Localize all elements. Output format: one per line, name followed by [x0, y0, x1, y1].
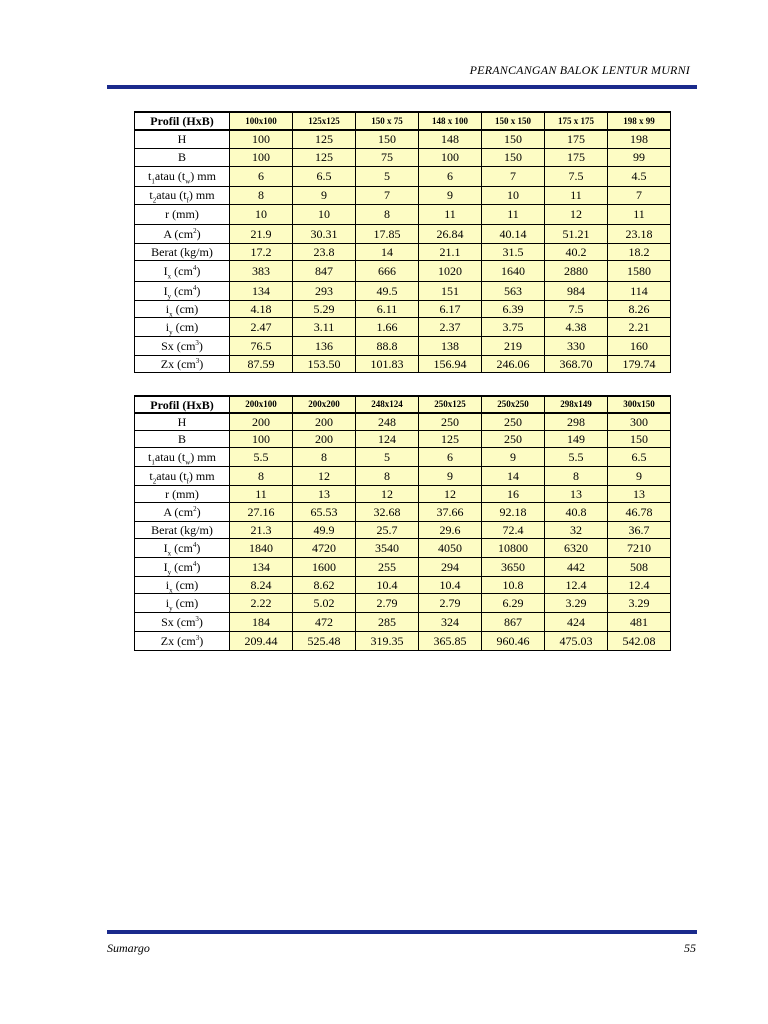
table-cell: 10.4	[356, 576, 419, 593]
row-label: Zx $(cm^3)$	[135, 631, 230, 650]
table-cell: 666	[356, 260, 419, 281]
table-cell: 563	[482, 281, 545, 300]
column-header-size: 175 x 175	[545, 112, 608, 130]
table-cell: 100	[419, 148, 482, 166]
table-cell: 368.70	[545, 355, 608, 372]
table-row	[135, 148, 671, 166]
table-cell: 472	[293, 612, 356, 631]
column-header-size: 100x100	[230, 112, 293, 130]
row-label: $I_x$ $(cm^4)$	[135, 538, 230, 557]
profile-table-2	[134, 395, 671, 651]
table-cell: 13	[545, 485, 608, 502]
column-header-size: 300x150	[608, 396, 671, 413]
table-cell: 209.44	[230, 631, 293, 650]
column-header-size: 250x125	[419, 396, 482, 413]
table-cell: 6	[230, 166, 293, 186]
table-cell: 542.08	[608, 631, 671, 650]
table-cell: 1.66	[356, 317, 419, 336]
table-cell: 250	[419, 413, 482, 430]
table-cell: 5.5	[545, 447, 608, 466]
table-cell: 219	[482, 336, 545, 355]
row-label: Sx $(cm^3)$	[135, 612, 230, 631]
table-cell: 9	[419, 466, 482, 485]
table-cell: 16	[482, 485, 545, 502]
table-cell: 6.5	[608, 447, 671, 466]
table-row	[135, 576, 671, 593]
row-label: B	[135, 430, 230, 447]
table-cell: 481	[608, 612, 671, 631]
table-cell: 6.17	[419, 300, 482, 317]
table-cell: 5	[356, 166, 419, 186]
table-cell: 324	[419, 612, 482, 631]
table-row	[135, 466, 671, 485]
column-header-size: 250x250	[482, 396, 545, 413]
table-cell: 330	[545, 336, 608, 355]
table-cell: 23.8	[293, 243, 356, 260]
table-cell: 2.47	[230, 317, 293, 336]
table-cell: 8	[545, 466, 608, 485]
table-cell: 5.5	[230, 447, 293, 466]
table-cell: 442	[545, 557, 608, 576]
table-cell: 5.29	[293, 300, 356, 317]
table-cell: 99	[608, 148, 671, 166]
row-label: $I_y$ $(cm^4)$	[135, 557, 230, 576]
table-cell: 150	[356, 130, 419, 148]
table-cell: 847	[293, 260, 356, 281]
table-cell: 101.83	[356, 355, 419, 372]
row-label: Zx $(cm^3)$	[135, 355, 230, 372]
row-label: H	[135, 130, 230, 148]
table-cell: 12	[545, 204, 608, 224]
row-label: $I_x$ $(cm^4)$	[135, 260, 230, 281]
footer-author: Sumargo	[107, 941, 150, 955]
column-header-size: 200x100	[230, 396, 293, 413]
table-row	[135, 355, 671, 372]
table-cell: 14	[356, 243, 419, 260]
table-row	[135, 557, 671, 576]
table-cell: 124	[356, 430, 419, 447]
table-row	[135, 593, 671, 612]
table-cell: 8.26	[608, 300, 671, 317]
table-cell: 4.38	[545, 317, 608, 336]
table-cell: 3540	[356, 538, 419, 557]
table-row	[135, 521, 671, 538]
table-cell: 12.4	[608, 576, 671, 593]
table-cell: 246.06	[482, 355, 545, 372]
table-cell: 294	[419, 557, 482, 576]
table-row	[135, 224, 671, 243]
table-cell: 40.2	[545, 243, 608, 260]
table-cell: 248	[356, 413, 419, 430]
table-cell: 293	[293, 281, 356, 300]
table-cell: 100	[230, 148, 293, 166]
table-cell: 960.46	[482, 631, 545, 650]
table-cell: 148	[419, 130, 482, 148]
row-label: r (mm)	[135, 204, 230, 224]
table-cell: 8	[230, 466, 293, 485]
table-cell: 7	[356, 186, 419, 204]
table-row	[135, 538, 671, 557]
table-row	[135, 413, 671, 430]
table-cell: 136	[293, 336, 356, 355]
table-cell: 13	[293, 485, 356, 502]
table-cell: 100	[230, 130, 293, 148]
table-cell: 49.5	[356, 281, 419, 300]
row-label: $t_1atau$ $(t_w)$ mm	[135, 166, 230, 186]
row-label: $t_2atau$ $(t_f)$ mm	[135, 186, 230, 204]
table-cell: 984	[545, 281, 608, 300]
table-cell: 2.21	[608, 317, 671, 336]
header-rule	[107, 85, 697, 89]
table-cell: 9	[419, 186, 482, 204]
table-cell: 1640	[482, 260, 545, 281]
row-label: $t_2atau$ $(t_f)$ mm	[135, 466, 230, 485]
table-cell: 12	[419, 485, 482, 502]
table-cell: 2880	[545, 260, 608, 281]
table-cell: 525.48	[293, 631, 356, 650]
row-label: $t_1atau$ $(t_w)$ mm	[135, 447, 230, 466]
table-cell: 4050	[419, 538, 482, 557]
row-label: H	[135, 413, 230, 430]
table-cell: 200	[230, 413, 293, 430]
table-cell: 9	[608, 466, 671, 485]
table-cell: 10	[482, 186, 545, 204]
table-row	[135, 485, 671, 502]
table-cell: 6.29	[482, 593, 545, 612]
column-header-size: 298x149	[545, 396, 608, 413]
table-cell: 31.5	[482, 243, 545, 260]
table-cell: 23.18	[608, 224, 671, 243]
table-cell: 37.66	[419, 502, 482, 521]
row-label: B	[135, 148, 230, 166]
table-cell: 7	[482, 166, 545, 186]
table-cell: 72.4	[482, 521, 545, 538]
row-label: $i_x$ (cm)	[135, 300, 230, 317]
table-cell: 8	[230, 186, 293, 204]
table-cell: 29.6	[419, 521, 482, 538]
table-cell: 11	[545, 186, 608, 204]
table-cell: 7	[608, 186, 671, 204]
table-cell: 21.9	[230, 224, 293, 243]
row-label: A $(cm^2)$	[135, 502, 230, 521]
table-cell: 11	[419, 204, 482, 224]
table-cell: 7210	[608, 538, 671, 557]
row-label: $I_y$ $(cm^4)$	[135, 281, 230, 300]
table-cell: 8	[356, 204, 419, 224]
table-cell: 150	[482, 148, 545, 166]
table-cell: 11	[482, 204, 545, 224]
table-cell: 88.8	[356, 336, 419, 355]
running-header-title: PERANCANGAN BALOK LENTUR MURNI	[469, 63, 690, 77]
table-cell: 27.16	[230, 502, 293, 521]
table-cell: 200	[293, 430, 356, 447]
table-cell: 5.02	[293, 593, 356, 612]
table-cell: 298	[545, 413, 608, 430]
table-cell: 3.11	[293, 317, 356, 336]
table-cell: 100	[230, 430, 293, 447]
table-row	[135, 204, 671, 224]
row-label: A $(cm^2)$	[135, 224, 230, 243]
table-cell: 175	[545, 148, 608, 166]
table-cell: 92.18	[482, 502, 545, 521]
table-cell: 475.03	[545, 631, 608, 650]
table-cell: 250	[482, 413, 545, 430]
table-cell: 3.29	[545, 593, 608, 612]
table-cell: 125	[419, 430, 482, 447]
column-header-size: 150 x 150	[482, 112, 545, 130]
profile-table-1	[134, 111, 671, 373]
table-cell: 508	[608, 557, 671, 576]
table-cell: 9	[293, 186, 356, 204]
table-cell: 8.24	[230, 576, 293, 593]
table-row	[135, 430, 671, 447]
table-cell: 17.2	[230, 243, 293, 260]
table-cell: 160	[608, 336, 671, 355]
table-cell: 8	[293, 447, 356, 466]
table-cell: 10.4	[419, 576, 482, 593]
table-row	[135, 336, 671, 355]
row-label: Berat (kg/m)	[135, 243, 230, 260]
column-header-size: 198 x 99	[608, 112, 671, 130]
table-cell: 1600	[293, 557, 356, 576]
table-cell: 6.39	[482, 300, 545, 317]
column-header-profile: Profil (HxB)	[135, 396, 230, 413]
table-cell: 17.85	[356, 224, 419, 243]
table-cell: 184	[230, 612, 293, 631]
table-cell: 200	[293, 413, 356, 430]
table-cell: 6.5	[293, 166, 356, 186]
table-row	[135, 281, 671, 300]
column-header-profile: Profil (HxB)	[135, 112, 230, 130]
table-cell: 153.50	[293, 355, 356, 372]
table-cell: 13	[608, 485, 671, 502]
table-cell: 365.85	[419, 631, 482, 650]
table-cell: 149	[545, 430, 608, 447]
table-cell: 49.9	[293, 521, 356, 538]
table-row	[135, 612, 671, 631]
table-cell: 46.78	[608, 502, 671, 521]
table-cell: 125	[293, 148, 356, 166]
row-label: $i_y$ (cm)	[135, 593, 230, 612]
table-row	[135, 300, 671, 317]
table-cell: 18.2	[608, 243, 671, 260]
table-cell: 7.5	[545, 166, 608, 186]
table-cell: 8	[356, 466, 419, 485]
table-cell: 150	[608, 430, 671, 447]
table-cell: 6320	[545, 538, 608, 557]
table-row	[135, 447, 671, 466]
table-cell: 75	[356, 148, 419, 166]
table-cell: 138	[419, 336, 482, 355]
table-cell: 87.59	[230, 355, 293, 372]
table-cell: 10800	[482, 538, 545, 557]
table-cell: 151	[419, 281, 482, 300]
table-cell: 21.1	[419, 243, 482, 260]
table-cell: 9	[482, 447, 545, 466]
column-header-size: 148 x 100	[419, 112, 482, 130]
table-cell: 10	[230, 204, 293, 224]
table-cell: 2.22	[230, 593, 293, 612]
column-header-size: 248x124	[356, 396, 419, 413]
table-cell: 319.35	[356, 631, 419, 650]
table-cell: 383	[230, 260, 293, 281]
table-row	[135, 130, 671, 148]
table-cell: 7.5	[545, 300, 608, 317]
table-cell: 5	[356, 447, 419, 466]
table-cell: 12	[356, 485, 419, 502]
row-label: $i_y$ (cm)	[135, 317, 230, 336]
table-cell: 3.29	[608, 593, 671, 612]
table-row	[135, 243, 671, 260]
table-cell: 1020	[419, 260, 482, 281]
column-header-size: 125x125	[293, 112, 356, 130]
table-cell: 12	[293, 466, 356, 485]
table-row	[135, 166, 671, 186]
table-cell: 4720	[293, 538, 356, 557]
table-cell: 6	[419, 447, 482, 466]
table-cell: 156.94	[419, 355, 482, 372]
table-cell: 40.14	[482, 224, 545, 243]
row-label: Sx $(cm^3)$	[135, 336, 230, 355]
table-cell: 12.4	[545, 576, 608, 593]
table-cell: 3.75	[482, 317, 545, 336]
table-cell: 114	[608, 281, 671, 300]
table-cell: 76.5	[230, 336, 293, 355]
table-row	[135, 502, 671, 521]
table-cell: 2.37	[419, 317, 482, 336]
column-header-size: 150 x 75	[356, 112, 419, 130]
footer-rule	[107, 930, 697, 934]
table-cell: 1580	[608, 260, 671, 281]
table-cell: 10.8	[482, 576, 545, 593]
row-label: Berat (kg/m)	[135, 521, 230, 538]
table-cell: 175	[545, 130, 608, 148]
table-cell: 32	[545, 521, 608, 538]
table-cell: 6	[419, 166, 482, 186]
table-cell: 179.74	[608, 355, 671, 372]
table-cell: 40.8	[545, 502, 608, 521]
table-cell: 134	[230, 557, 293, 576]
table-cell: 26.84	[419, 224, 482, 243]
table-cell: 32.68	[356, 502, 419, 521]
table-cell: 150	[482, 130, 545, 148]
table-cell: 11	[230, 485, 293, 502]
table-cell: 867	[482, 612, 545, 631]
table-row	[135, 260, 671, 281]
table-row	[135, 631, 671, 650]
table-cell: 11	[608, 204, 671, 224]
table-cell: 250	[482, 430, 545, 447]
table-cell: 424	[545, 612, 608, 631]
table-cell: 8.62	[293, 576, 356, 593]
table-cell: 30.31	[293, 224, 356, 243]
table-cell: 300	[608, 413, 671, 430]
table-cell: 51.21	[545, 224, 608, 243]
table-cell: 10	[293, 204, 356, 224]
table-cell: 134	[230, 281, 293, 300]
table-cell: 125	[293, 130, 356, 148]
table-cell: 36.7	[608, 521, 671, 538]
table-cell: 1840	[230, 538, 293, 557]
table-cell: 3650	[482, 557, 545, 576]
table-row	[135, 317, 671, 336]
table-cell: 4.18	[230, 300, 293, 317]
page-number: 55	[684, 941, 696, 955]
table-cell: 2.79	[419, 593, 482, 612]
table-cell: 2.79	[356, 593, 419, 612]
table-cell: 65.53	[293, 502, 356, 521]
table-cell: 198	[608, 130, 671, 148]
table-cell: 6.11	[356, 300, 419, 317]
table-cell: 21.3	[230, 521, 293, 538]
table-cell: 25.7	[356, 521, 419, 538]
table-cell: 285	[356, 612, 419, 631]
table-cell: 4.5	[608, 166, 671, 186]
table-cell: 14	[482, 466, 545, 485]
table-cell: 255	[356, 557, 419, 576]
table-row	[135, 186, 671, 204]
row-label: $i_x$ (cm)	[135, 576, 230, 593]
row-label: r (mm)	[135, 485, 230, 502]
column-header-size: 200x200	[293, 396, 356, 413]
